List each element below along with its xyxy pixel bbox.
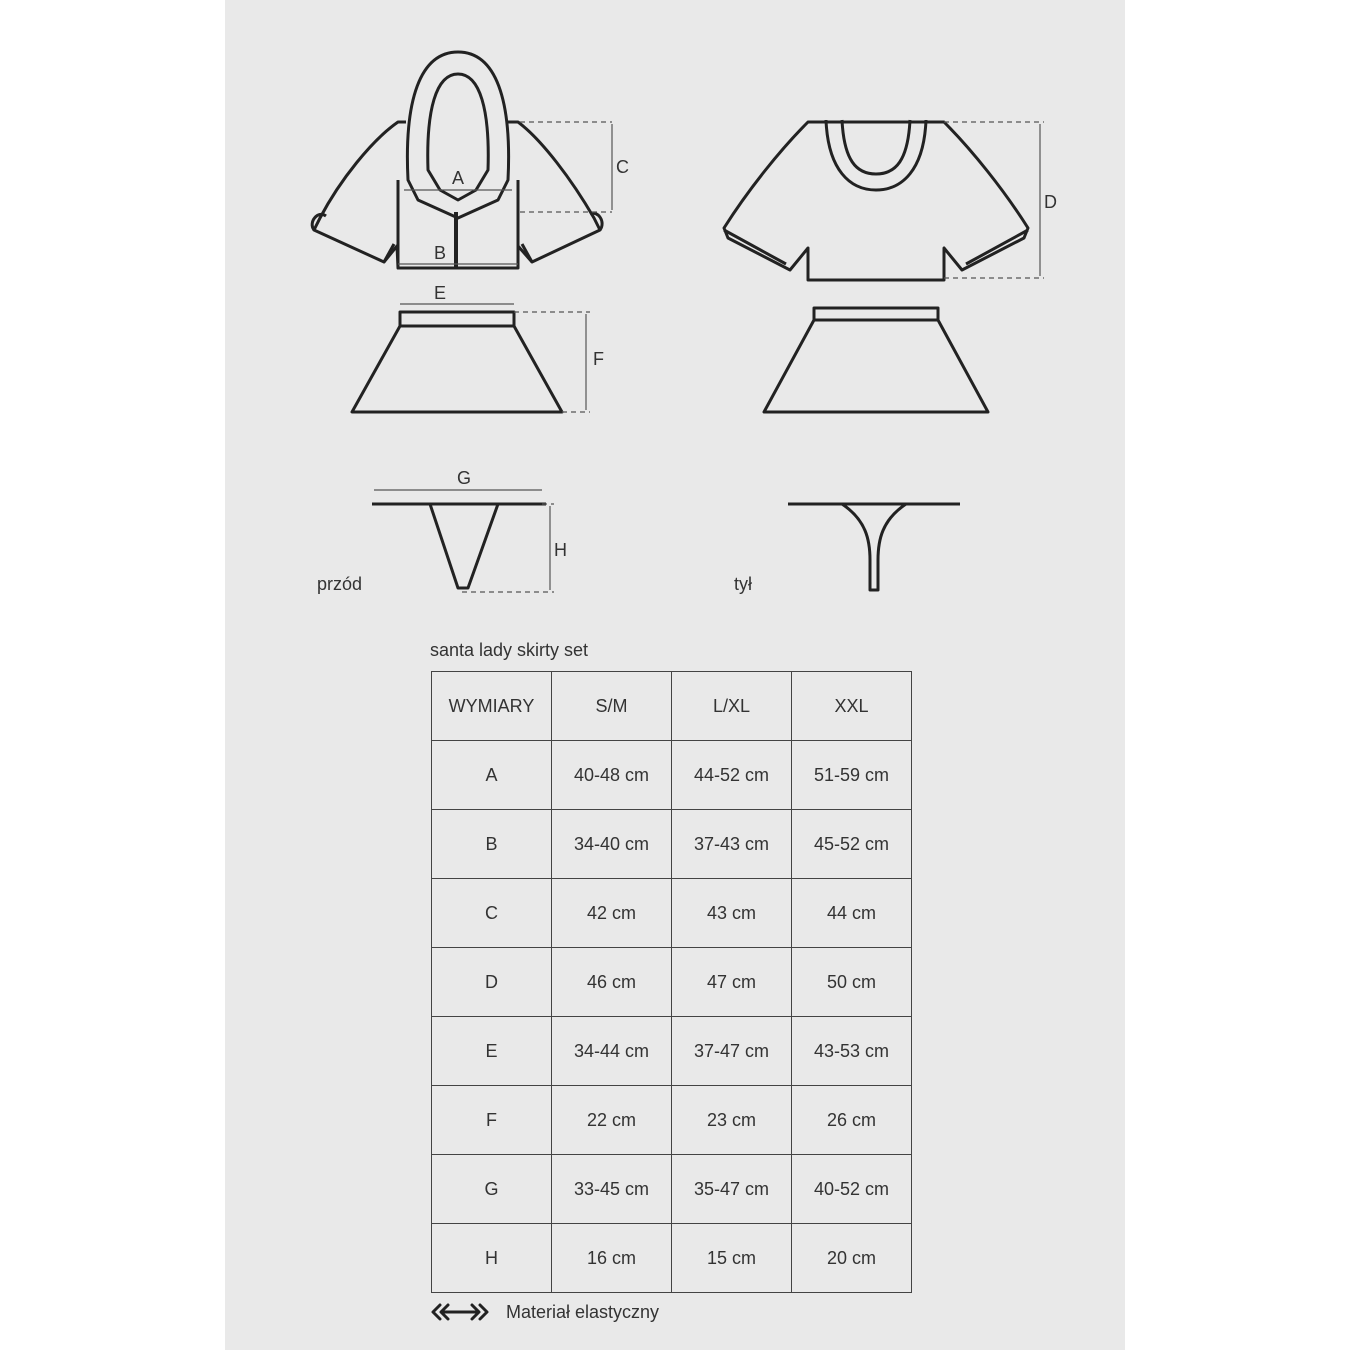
legend (430, 1300, 659, 1324)
top-back-drawing (724, 120, 1028, 280)
table-row (432, 741, 912, 810)
row-label: G (432, 1155, 552, 1224)
label-E: E (434, 283, 447, 303)
cell-value: 26 cm (792, 1086, 912, 1155)
cell-value: 51-59 cm (792, 741, 912, 810)
row-label: E (432, 1017, 552, 1086)
back-caption: tył (734, 574, 752, 594)
cell-value: 15 cm (672, 1224, 792, 1293)
cell-value: 47 cm (672, 948, 792, 1017)
thong-front-drawing (372, 504, 546, 588)
cell-value: 50 cm (792, 948, 912, 1017)
cell-value: 43-53 cm (792, 1017, 912, 1086)
jacket-front-drawing (312, 52, 602, 268)
label-F: F (593, 349, 604, 369)
cell-value: 44 cm (792, 879, 912, 948)
cell-value: 35-47 cm (672, 1155, 792, 1224)
label-G: G (457, 468, 472, 488)
cell-value: 37-43 cm (672, 810, 792, 879)
table-row (432, 810, 912, 879)
cell-value: 23 cm (672, 1086, 792, 1155)
elastic-arrow-icon (430, 1300, 490, 1324)
table-header-row (432, 672, 912, 741)
header-size-xxl: XXL (792, 672, 912, 741)
label-B: B (434, 243, 447, 263)
cell-value: 22 cm (552, 1086, 672, 1155)
cell-value: 34-40 cm (552, 810, 672, 879)
size-table (431, 671, 912, 1293)
cell-value: 20 cm (792, 1224, 912, 1293)
legend-text: Materiał elastyczny (506, 1301, 660, 1322)
cell-value: 34-44 cm (552, 1017, 672, 1086)
label-A: A (452, 168, 465, 188)
cell-value: 40-52 cm (792, 1155, 912, 1224)
table-row (432, 879, 912, 948)
table-row (432, 948, 912, 1017)
front-caption: przód (317, 574, 363, 594)
table-row (432, 1155, 912, 1224)
cell-value: 33-45 cm (552, 1155, 672, 1224)
row-label: H (432, 1224, 552, 1293)
label-D: D (1044, 192, 1057, 212)
cell-value: 16 cm (552, 1224, 672, 1293)
header-size-sm: S/M (552, 672, 672, 741)
skirt-front-drawing (352, 312, 562, 412)
cell-value: 37-47 cm (672, 1017, 792, 1086)
table-row (432, 1224, 912, 1293)
cell-value: 43 cm (672, 879, 792, 948)
cell-value: 45-52 cm (792, 810, 912, 879)
cell-value: 40-48 cm (552, 741, 672, 810)
header-dimensions: WYMIARY (432, 672, 552, 741)
row-label: F (432, 1086, 552, 1155)
row-label: A (432, 741, 552, 810)
table-title: santa lady skirty set (430, 640, 589, 660)
row-label: B (432, 810, 552, 879)
cell-value: 44-52 cm (672, 741, 792, 810)
garment-diagrams (0, 0, 1350, 640)
skirt-back-drawing (764, 308, 988, 412)
thong-back-drawing (788, 504, 960, 590)
label-C: C (616, 157, 629, 177)
header-size-lxl: L/XL (672, 672, 792, 741)
cell-value: 42 cm (552, 879, 672, 948)
table-row (432, 1086, 912, 1155)
cell-value: 46 cm (552, 948, 672, 1017)
row-label: D (432, 948, 552, 1017)
label-H: H (554, 540, 567, 560)
table-row (432, 1017, 912, 1086)
row-label: C (432, 879, 552, 948)
